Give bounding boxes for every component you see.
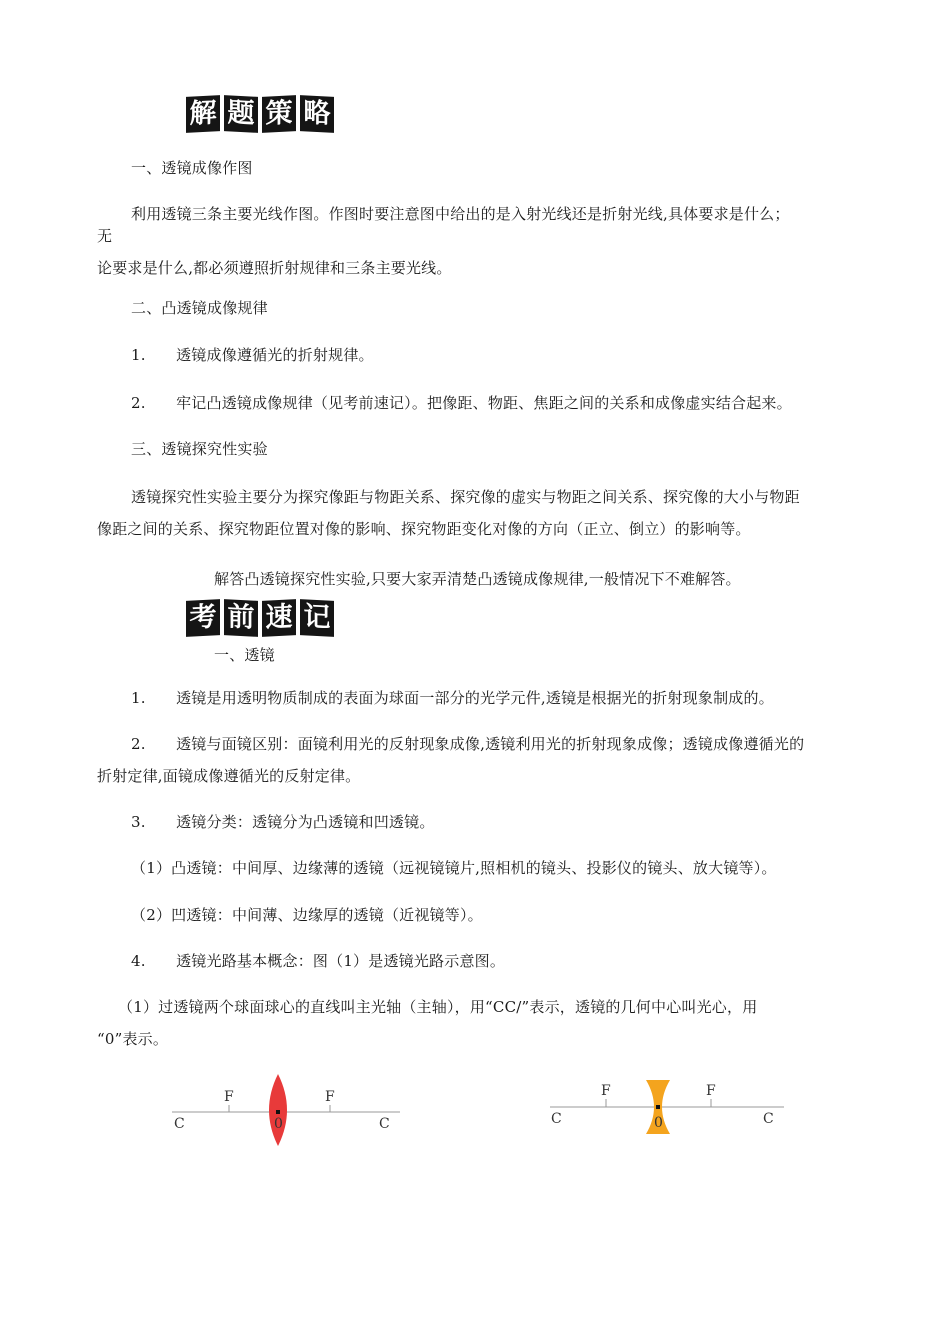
heading-lens-drawing: 一、透镜成像作图 — [131, 159, 253, 177]
sub-item: “0”表示。 — [97, 1030, 169, 1048]
heading-lens: 一、透镜 — [214, 646, 275, 664]
paragraph-line: 透镜探究性实验主要分为探究像距与物距关系、探究像的虚实与物距之间关系、探究像的大小与物距 — [131, 488, 800, 506]
sub-item: （1）凸透镜：中间厚、边缘薄的透镜（远视镜镜片,照相机的镜头、投影仪的镜头、放大镜等）。 — [131, 859, 777, 877]
banner-char: 前 — [224, 599, 258, 637]
optical-center-dot — [656, 1105, 660, 1109]
banner-char: 记 — [300, 599, 334, 637]
focal-label-left: F — [601, 1083, 611, 1099]
list-item: 3. 透镜分类：透镜分为凸透镜和凹透镜。 — [131, 813, 435, 831]
banner-char: 考 — [186, 599, 220, 637]
axis-label-left: C — [174, 1116, 185, 1132]
sub-item: （1）过透镜两个球面球心的直线叫主光轴（主轴），用“CC/”表示，透镜的几何中心叫光心，用 — [118, 998, 758, 1016]
focal-label-right: F — [325, 1089, 335, 1105]
banner-strategy — [186, 96, 334, 132]
list-item: 1. 透镜成像遵循光的折射规律。 — [131, 346, 374, 364]
focal-label-right: F — [706, 1083, 716, 1099]
banner-char: 解 — [186, 95, 220, 133]
optical-center-dot — [276, 1110, 280, 1114]
concave-lens-figure — [540, 1070, 800, 1140]
list-item: 4. 透镜光路基本概念：图（1）是透镜光路示意图。 — [131, 952, 506, 970]
list-item: 2. 透镜与面镜区别：面镜利用光的反射现象成像,透镜利用光的折射现象成像；透镜成像遵循光的 — [131, 735, 805, 753]
list-item: 1. 透镜是用透明物质制成的表面为球面一部分的光学元件,透镜是根据光的折射现象制成的。 — [131, 689, 774, 707]
list-item: 2. 牢记凸透镜成像规律（见考前速记）。把像距、物距、焦距之间的关系和成像虚实结合起来。 — [131, 394, 792, 412]
paragraph-line: 像距之间的关系、探究物距位置对像的影响、探究物距变化对像的方向（正立、倒立）的影响等。 — [97, 520, 751, 538]
sub-item: （2）凹透镜：中间薄、边缘厚的透镜（近视镜等）。 — [131, 906, 483, 924]
paragraph-line: 无 — [97, 227, 113, 245]
heading-convex-rules: 二、凸透镜成像规律 — [131, 299, 268, 317]
banner-char: 略 — [300, 95, 334, 133]
axis-label-right: C — [379, 1116, 390, 1132]
banner-char: 策 — [262, 95, 296, 133]
paragraph-line: 解答凸透镜探究性实验,只要大家弄清楚凸透镜成像规律,一般情况下不难解答。 — [214, 570, 741, 588]
focal-label-left: F — [224, 1089, 234, 1105]
banner-char: 题 — [224, 95, 258, 133]
convex-lens-figure — [160, 1070, 420, 1160]
optical-center-label: 0 — [654, 1115, 663, 1131]
paragraph-line: 论要求是什么,都必须遵照折射规律和三条主要光线。 — [97, 259, 452, 277]
axis-label-right: C — [763, 1111, 774, 1127]
list-item: 折射定律,面镜成像遵循光的反射定律。 — [97, 767, 361, 785]
banner-memo — [186, 600, 334, 636]
banner-char: 速 — [262, 599, 296, 637]
paragraph-line: 利用透镜三条主要光线作图。作图时要注意图中给出的是入射光线还是折射光线,具体要求是什么； — [131, 205, 790, 223]
axis-label-left: C — [551, 1111, 562, 1127]
optical-center-label: 0 — [274, 1116, 283, 1132]
heading-experiments: 三、透镜探究性实验 — [131, 440, 268, 458]
